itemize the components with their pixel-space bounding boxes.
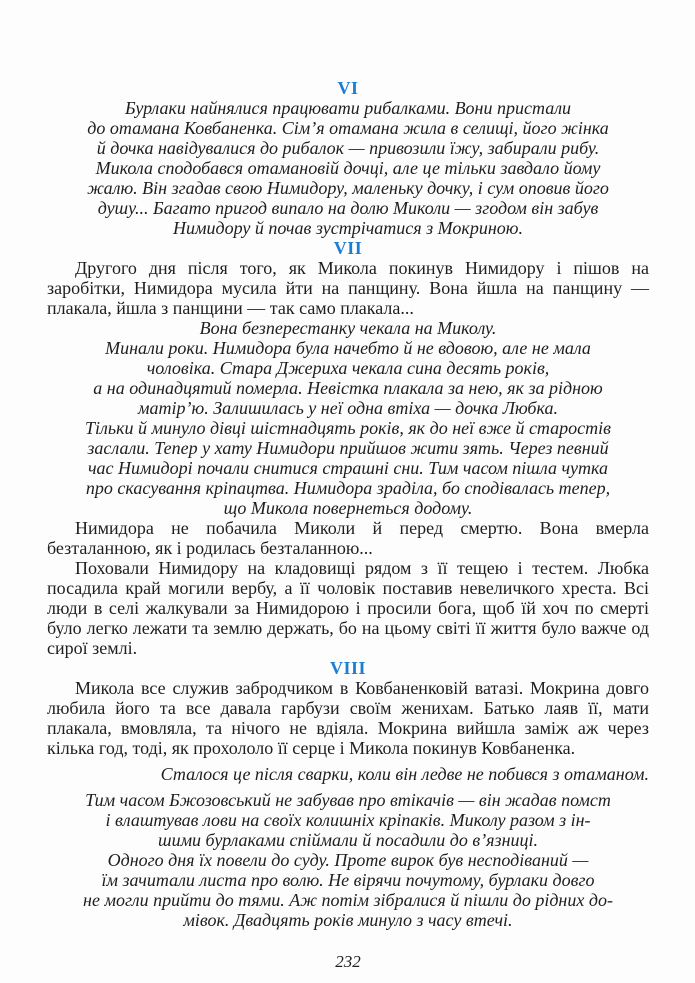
summary-line: Нимидору й почав зустрічатися з Мокриною. bbox=[173, 218, 523, 238]
section-heading-viii: VIII bbox=[329, 658, 366, 678]
summary-line: Микола сподобався отамановій дочці, але це тільки завдало йому bbox=[95, 158, 601, 178]
summary-line: Вона безперестанку чекала на Миколу. bbox=[199, 318, 497, 338]
summary-line: душу... Багато пригод випало на долю Миколи — згодом він забув bbox=[97, 198, 599, 218]
paragraph-vii-1: Другого дня після того, як Микола покинув Нимидору і пішов на заробітки, Нимидора мусила йти на панщину. Вона йшла на панщину — плакала, йшла з панщини — так само плакала... bbox=[47, 258, 649, 318]
summary-line: заслали. Тепер у хату Нимидори прийшов жити зять. Через певний bbox=[87, 438, 609, 458]
section-viii-summary-block-1 bbox=[47, 790, 649, 850]
section-vi-summary-block bbox=[47, 98, 649, 238]
summary-line: не могли прийти до тями. Аж потім зібралися й пішли до рідних до- bbox=[83, 890, 613, 910]
section-heading-vi: VI bbox=[337, 78, 359, 98]
summary-line: Тільки й минуло дівці шістнадцять років, як до неї вже й старостів bbox=[85, 418, 611, 438]
summary-line: до отамана Ковбаненка. Сім’я отамана жила в селищі, його жінка bbox=[87, 118, 609, 138]
section-vii-summary-block-3 bbox=[47, 418, 649, 518]
paragraph-vii-2: Нимидора не побачила Миколи й перед смертю. Вона вмерла безталанною, як і родилась безталанною... bbox=[47, 518, 649, 558]
page-number: 232 bbox=[335, 952, 361, 971]
summary-line: жалю. Він згадав свою Нимидору, маленьку дочку, і сум оповив його bbox=[87, 178, 609, 198]
section-vii-summary-block-2 bbox=[47, 338, 649, 418]
summary-line: Тим часом Бжозовський не забував про втікачів — він жадав помст bbox=[85, 790, 611, 810]
section-heading-vii: VII bbox=[333, 238, 363, 258]
summary-line: про скасування кріпацтва. Нимидора зраділа, бо сподівалась тепер, bbox=[85, 478, 611, 498]
summary-line: мівок. Двадцять років минуло з часу втечі. bbox=[183, 910, 513, 930]
summary-line: матір’ю. Залишилась у неї одна втіха — дочка Любка. bbox=[138, 398, 558, 418]
summary-line: що Микола повернеться додому. bbox=[223, 498, 473, 518]
summary-line: їм зачитали листа про волю. Не вірячи почутому, бурлаки довго bbox=[101, 870, 595, 890]
summary-line: й дочка навідувалися до рибалок — привозили їжу, забирали рибу. bbox=[96, 138, 600, 158]
section-vii-summary-block-1 bbox=[47, 318, 649, 338]
section-viii-summary-line: Сталося це після сварки, коли він ледве не побився з отаманом. bbox=[160, 764, 649, 784]
summary-line: Бурлаки найнялися працювати рибалками. Вони пристали bbox=[124, 98, 572, 118]
summary-line: Одного дня їх повели до суду. Проте вирок був несподіваний — bbox=[107, 850, 589, 870]
summary-line: шими бурлаками спіймали й посадили до в’язниці. bbox=[157, 830, 539, 850]
summary-line: Минали роки. Нимидора була начебто й не вдовою, але не мала bbox=[105, 338, 591, 358]
summary-line: а на одинадцятий померла. Невістка плакала за нею, як за рідною bbox=[93, 378, 603, 398]
summary-line: чоловіка. Стара Джериха чекала сина десять років, bbox=[146, 358, 550, 378]
paragraph-viii-1: Микола все служив забродчиком в Ковбаненковій ватазі. Мокрина довго любила його та все давала гарбузи своїм женихам. Батько лаяв її, мати плакала, вмовляла, та нічого не вдіяла. Мокрина вийшла заміж аж через кілька год, тоді, як прохололо її серце і Микола покинув Ковбаненка. bbox=[47, 678, 649, 758]
section-viii-summary-block-2 bbox=[47, 850, 649, 930]
paragraph-vii-3: Поховали Нимидору на кладовищі рядом з її тещею і тестем. Любка посадила край могили вербу, а її чоловік поставив невеличкого хреста. Всі люди в селі жалкували за Нимидорою і просили бога, щоб їй хоч по смерті було легко лежати та землю держать, бо на цьому світі її життя було важче од сирої землі. bbox=[47, 558, 649, 658]
summary-line: і влаштував лови на своїх колишніх кріпаків. Миколу разом з ін- bbox=[105, 810, 591, 830]
summary-line: час Нимидорі почали снитися страшні сни. Тим часом пішла чутка bbox=[87, 458, 609, 478]
